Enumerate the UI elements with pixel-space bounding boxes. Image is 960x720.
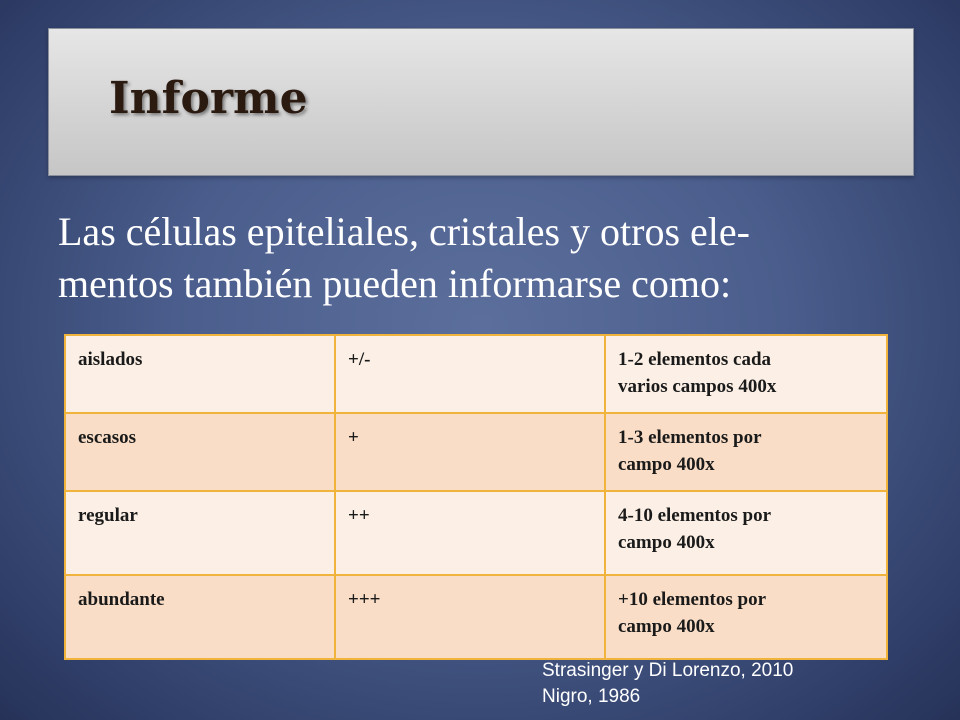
term-cell: regular — [65, 491, 335, 575]
reference-line-2: Nigro, 1986 — [542, 686, 641, 707]
description-cell — [605, 575, 887, 659]
description-cell — [605, 491, 887, 575]
term-cell: aislados — [65, 335, 335, 413]
symbol-cell: +++ — [335, 575, 605, 659]
slide-title: Informe — [109, 73, 308, 124]
table-row — [65, 575, 887, 659]
term-cell: escasos — [65, 413, 335, 491]
symbol-cell: + — [335, 413, 605, 491]
description-line: campo 400x — [618, 454, 715, 475]
title-banner — [48, 28, 914, 176]
table-row — [65, 413, 887, 491]
description-line: +10 elementos por — [618, 589, 767, 610]
symbol-cell: +/- — [335, 335, 605, 413]
symbol-cell: ++ — [335, 491, 605, 575]
description-line: 1-2 elementos cada — [618, 349, 772, 370]
description-cell — [605, 335, 887, 413]
description-cell — [605, 413, 887, 491]
reference-line-1: Strasinger y Di Lorenzo, 2010 — [542, 660, 794, 681]
intro-paragraph — [58, 206, 918, 310]
description-line: campo 400x — [618, 532, 715, 553]
description-line: varios campos 400x — [618, 376, 777, 397]
table-row — [65, 491, 887, 575]
description-line: campo 400x — [618, 616, 715, 637]
description-line: 1-3 elementos por — [618, 427, 762, 448]
references — [542, 658, 793, 710]
intro-line-1: Las células epiteliales, cristales y otros ele- — [58, 209, 750, 254]
table-row — [65, 335, 887, 413]
reporting-levels-table — [64, 334, 888, 660]
term-cell: abundante — [65, 575, 335, 659]
intro-line-2: mentos también pueden informarse como: — [58, 261, 732, 306]
description-line: 4-10 elementos por — [618, 505, 772, 526]
